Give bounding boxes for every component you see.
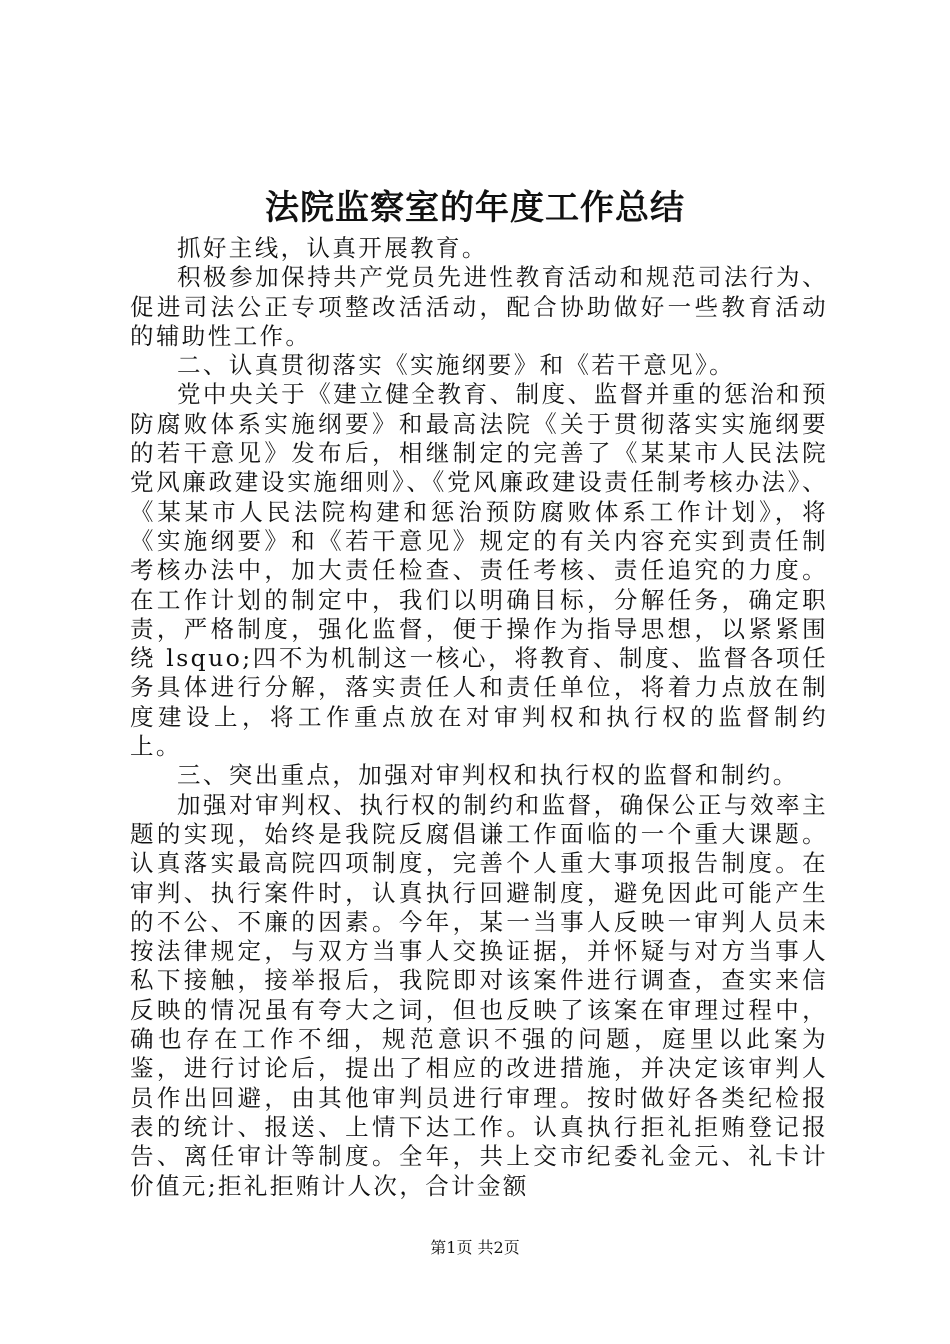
paragraph-3-heading: 二、认真贯彻落实《实施纲要》和《若干意见》。 bbox=[177, 351, 736, 380]
document-body bbox=[130, 234, 828, 1201]
page-number-footer: 第1页 共2页 bbox=[430, 1238, 520, 1257]
paragraph-4: 党中央关于《建立健全教育、制度、监督并重的惩治和预防腐败体系实施纲要》和最高法院《关于贯彻落实实施纲要的若干意见》发布后，相继制定的完善了《某某市人民法院党风廉政建设实施细则》、《党风廉政建设责任制考核办法》、《某某市人民法院构建和惩治预防腐败体系工作计划》，将《实施纲要》和《若干意见》规定的有关内容充实到责任制考核办法中，加大责任检查、责任考核、责任追究的力度。在工作计划的制定中，我们以明确目标，分解任务，确定职责，严格制度，强化监督，便于操作为指导思想，以紧紧围绕 lsquo;四不为机制这一核心，将教育、制度、监督各项任务具体进行分解，落实责任人和责任单位，将着力点放在制度建设上，将工作重点放在对审判权和执行权的监督制约上。 bbox=[130, 380, 828, 761]
paragraph-1: 抓好主线，认真开展教育。 bbox=[177, 234, 488, 262]
paragraph-6: 加强对审判权、执行权的制约和监督，确保公正与效率主题的实现，始终是我院反腐倡谦工作面临的一个重大课题。认真落实最高院四项制度，完善个人重大事项报告制度。在审判、执行案件时，认真执行回避制度，避免因此可能产生的不公、不廉的因素。今年，某一当事人反映一审判人员未按法律规定，与双方当事人交换证据，并怀疑与对方当事人私下接触，接举报后，我院即对该案件进行调查，查实来信反映的情况虽有夸大之词，但也反映了该案在审理过程中，确也存在工作不细，规范意识不强的问题，庭里以此案为鉴，进行讨论后，提出了相应的改进措施，并决定该审判人员作出回避，由其他审判员进行审理。按时做好各类纪检报表的统计、报送、上情下达工作。认真执行拒礼拒贿登记报告、离任审计等制度。全年，共上交市纪委礼金元、礼卡计价值元;拒礼拒贿计人次，合计金额 bbox=[130, 790, 828, 1200]
document-title: 法院监察室的年度工作总结 bbox=[265, 188, 685, 228]
paragraph-2: 积极参加保持共产党员先进性教育活动和规范司法行为、促进司法公正专项整改活活动，配合协助做好一些教育活动的辅助性工作。 bbox=[130, 263, 828, 350]
paragraph-5-heading: 三、突出重点，加强对审判权和执行权的监督和制约。 bbox=[177, 761, 799, 790]
